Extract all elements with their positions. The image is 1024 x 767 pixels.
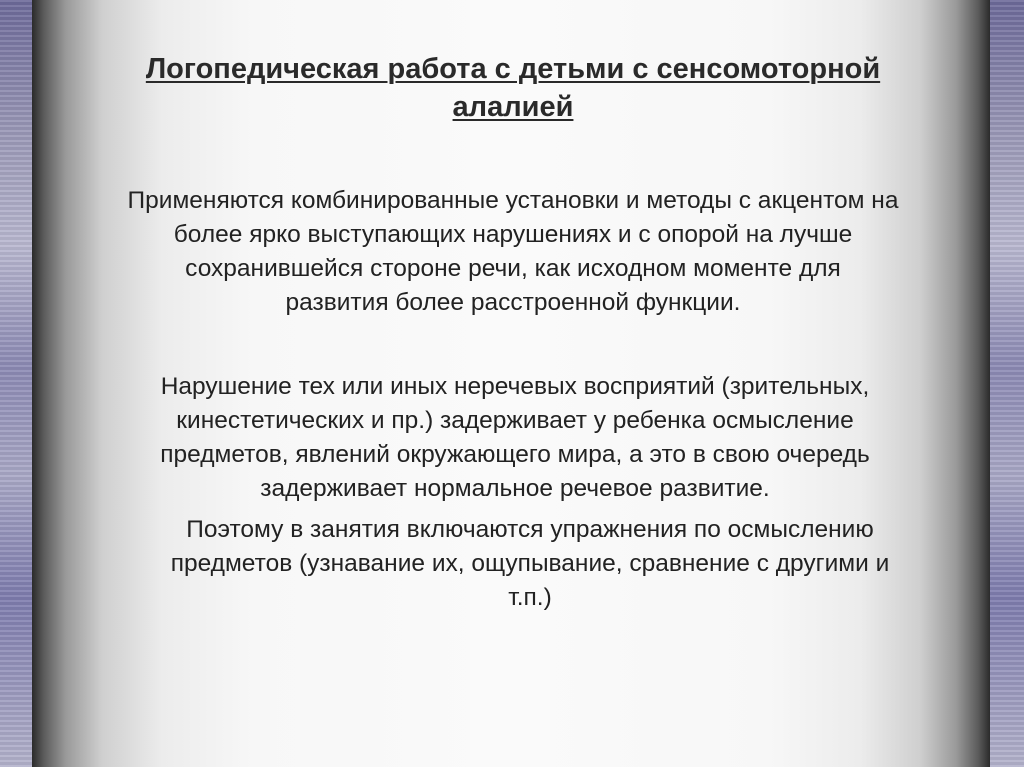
- paragraph-3-line-2: предметов (узнавание их, ощупывание, сравнение с другими и: [170, 550, 890, 577]
- title-line-1: Логопедическая работа с детьми с сенсомоторной: [145, 53, 881, 85]
- paragraph-3-line-3: т.п.): [508, 584, 552, 611]
- paragraph-2-line-4: задерживает нормальное речевое развитие.: [260, 475, 770, 502]
- paragraph-1-line-1: Применяются комбинированные установки и методы с акцентом на: [127, 187, 899, 214]
- paragraph-1-line-2: более ярко выступающих нарушениях и с опорой на лучше: [173, 221, 853, 248]
- title-line-2: алалией: [452, 91, 574, 123]
- paragraph-2-line-1: Нарушение тех или иных неречевых восприятий (зрительных,: [160, 373, 870, 400]
- paragraph-2-line-2: кинестетических и пр.) задерживает у ребенка осмысление: [176, 407, 854, 434]
- paragraph-3-line-1: Поэтому в занятия включаются упражнения по осмыслению: [186, 516, 874, 543]
- paragraph-1-line-3: сохранившейся стороне речи, как исходном моменте для: [185, 255, 841, 282]
- paragraph-3: [95, 513, 965, 615]
- paragraph-2: [90, 370, 940, 506]
- paragraph-2-line-3: предметов, явлений окружающего мира, а это в свою очередь: [160, 441, 870, 468]
- paragraph-1: [60, 184, 966, 320]
- slide-title: [60, 50, 966, 126]
- paragraph-1-line-4: развития более расстроенной функции.: [285, 289, 741, 316]
